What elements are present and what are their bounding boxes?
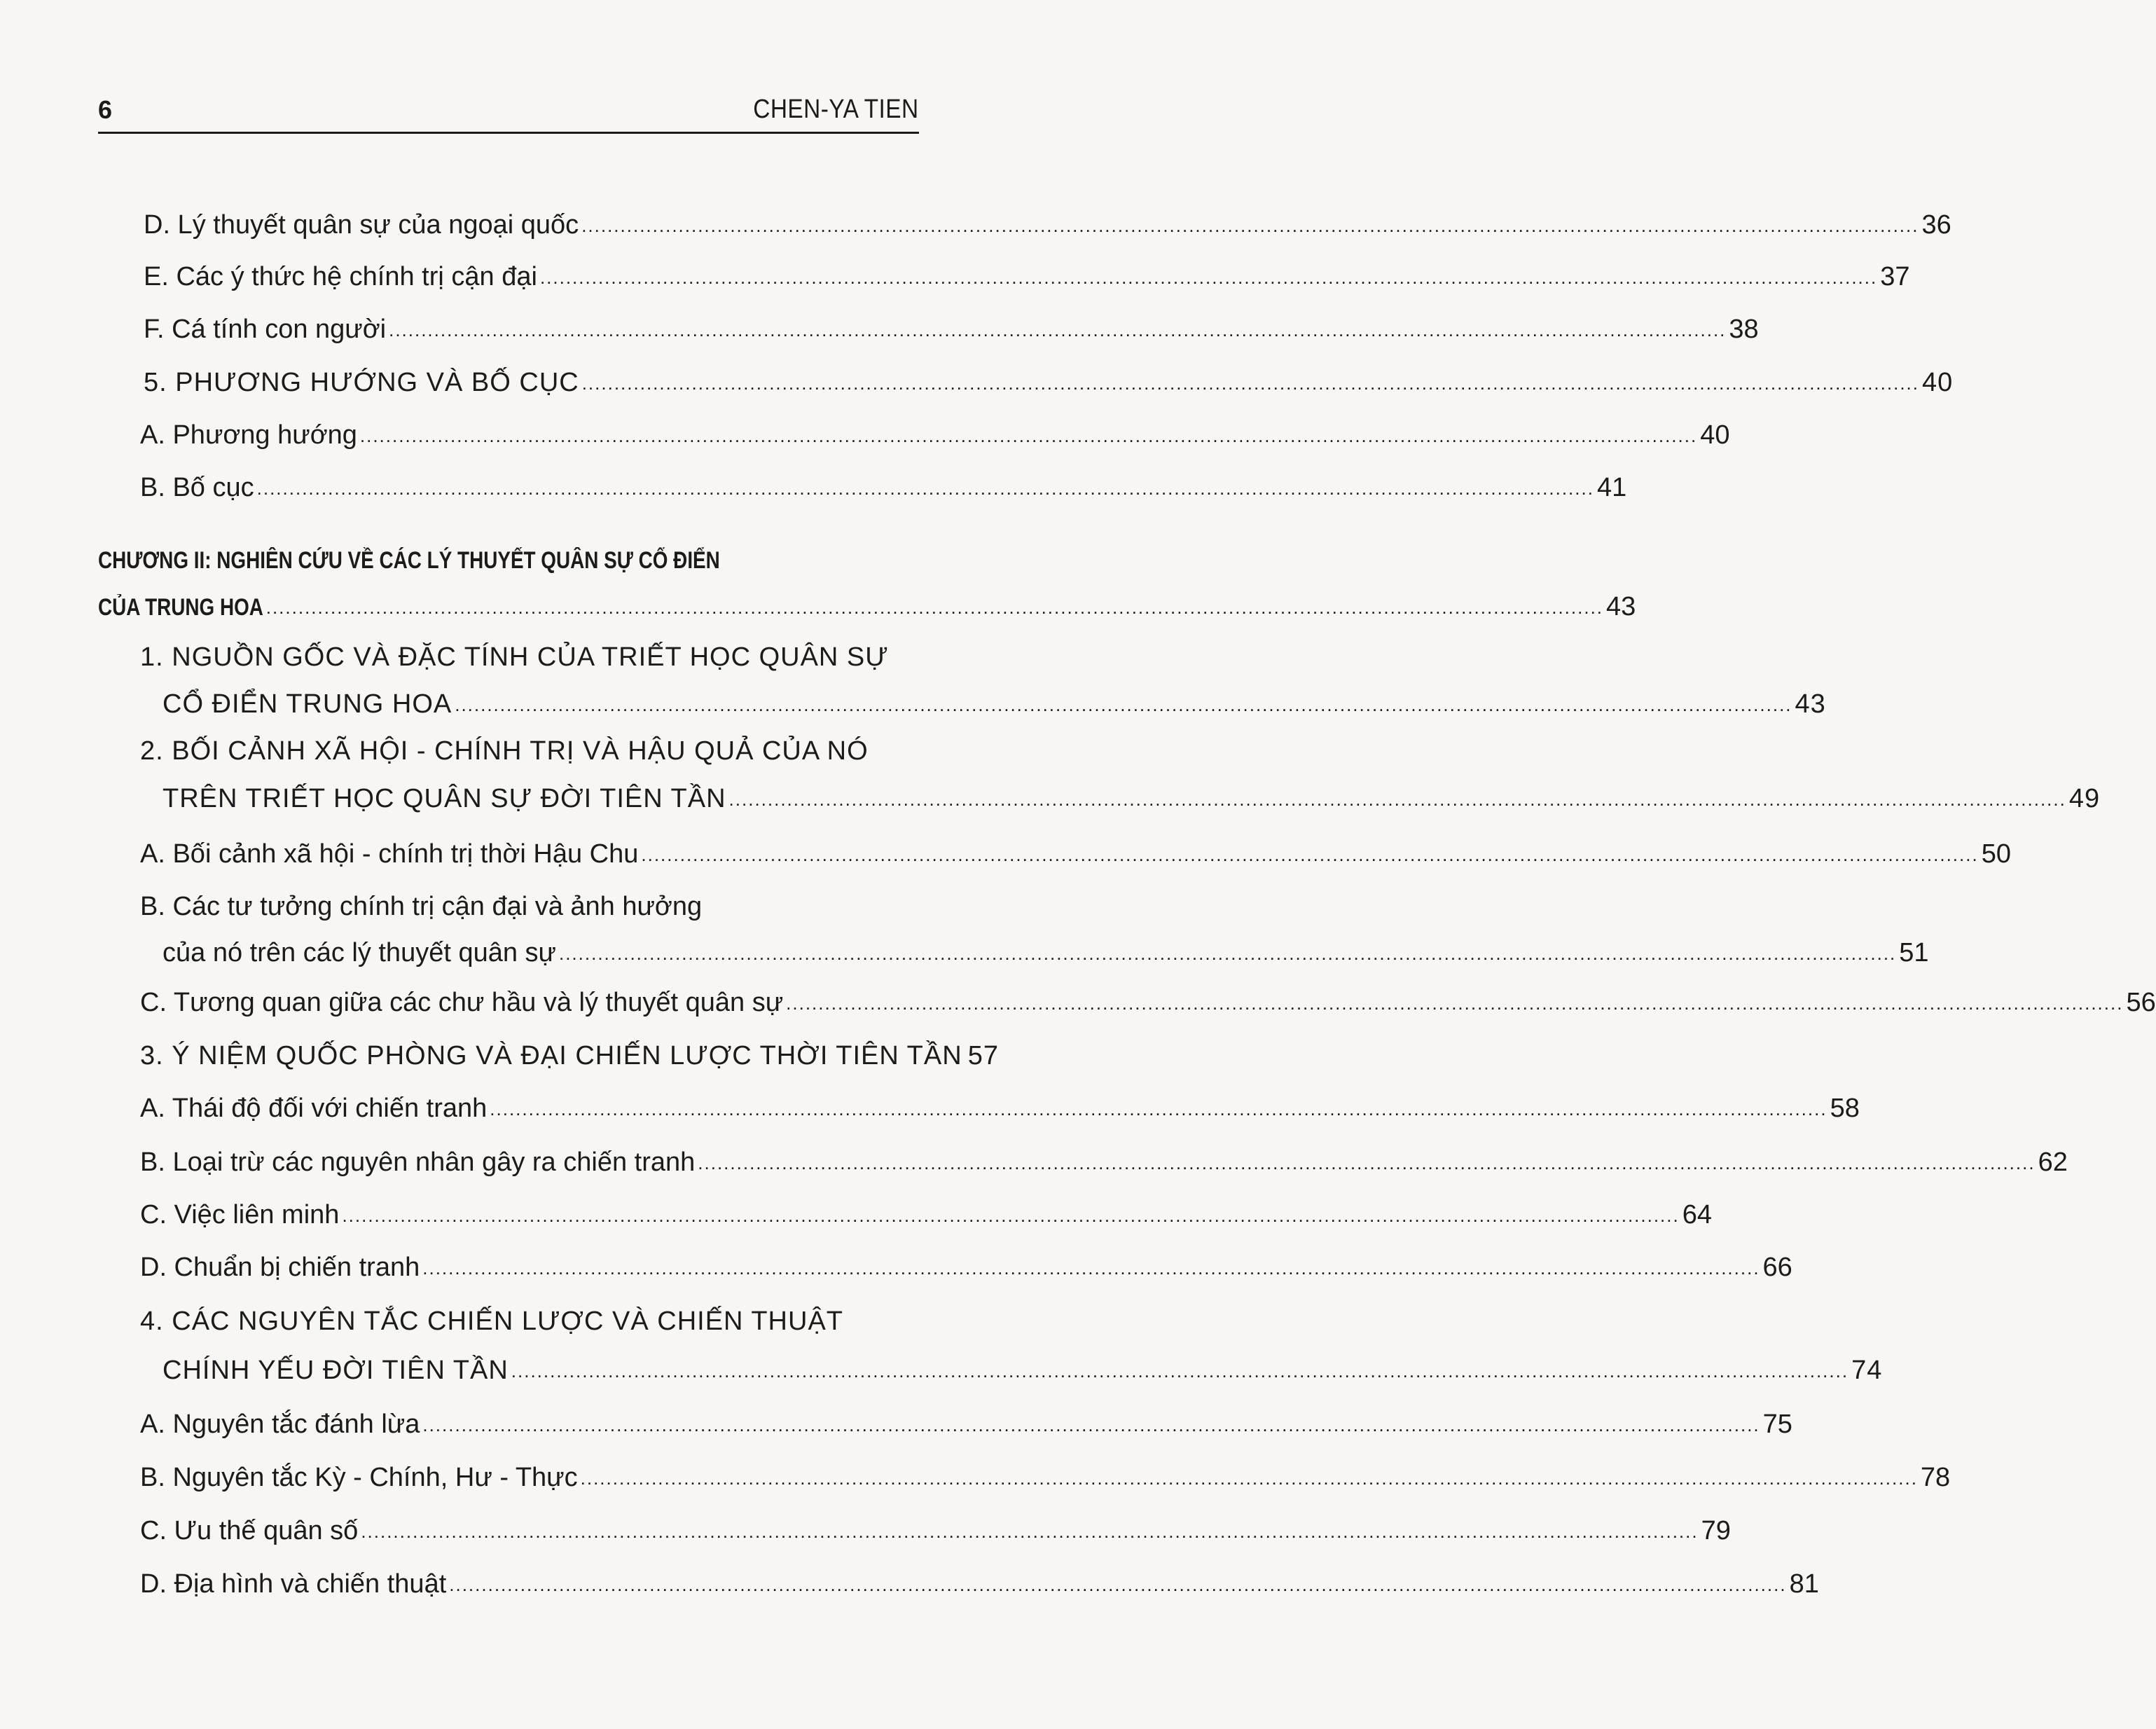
section-title-line2: TRÊN TRIẾT HỌC QUÂN SỰ ĐỜI TIÊN TẦN xyxy=(163,784,726,813)
chapter-title-line2: CỦA TRUNG HOA xyxy=(98,594,263,621)
toc-entry[interactable] xyxy=(140,986,2156,1021)
toc-entry-page: 50 xyxy=(1981,839,2011,869)
toc-entry[interactable] xyxy=(140,471,1627,506)
toc-entry-page: 57 xyxy=(967,1041,999,1070)
toc-entry-label: A. Bối cảnh xã hội - chính trị thời Hậu Chu xyxy=(140,839,639,869)
toc-entry-label: 3. Ý NIỆM QUỐC PHÒNG VÀ ĐẠI CHIẾN LƯỢC THỜI TIÊN TẦN xyxy=(140,1041,962,1070)
section-page: 43 xyxy=(1795,689,1826,719)
section-entry[interactable] xyxy=(163,688,1826,722)
toc-entry[interactable] xyxy=(140,1461,1951,1496)
toc-entry[interactable] xyxy=(163,937,1929,971)
toc-entry-label: B. Bố cục xyxy=(140,473,254,502)
toc-entry-label: F. Cá tính con người xyxy=(144,315,387,344)
toc-entry[interactable] xyxy=(140,1092,1860,1127)
toc-entry-page: 62 xyxy=(2038,1148,2068,1177)
toc-entry[interactable] xyxy=(140,1515,1731,1549)
leader-dots xyxy=(559,937,1896,970)
toc-entry-label: C. Việc liên minh xyxy=(140,1200,340,1229)
chapter-entry[interactable] xyxy=(98,591,1636,625)
leader-dots xyxy=(698,1147,2035,1179)
leader-dots xyxy=(582,367,1919,399)
leader-dots xyxy=(511,1355,1849,1387)
section-page: 74 xyxy=(1851,1356,1883,1385)
leader-dots xyxy=(581,209,1919,242)
section-page: 49 xyxy=(2068,784,2101,813)
leader-dots xyxy=(641,839,1978,871)
leader-dots xyxy=(422,1252,1760,1284)
toc-entry-label: B. Loại trừ các nguyên nhân gây ra chiến tranh xyxy=(140,1148,696,1177)
toc-entry-label: C. Tương quan giữa các chư hầu và lý thuyết quân sự xyxy=(140,988,784,1017)
leader-dots xyxy=(490,1093,1827,1125)
toc-entry-page: 36 xyxy=(1921,210,1951,240)
leader-dots xyxy=(540,261,1877,294)
leader-dots xyxy=(786,987,2123,1019)
toc-entry-label: D. Lý thuyết quân sự của ngoại quốc xyxy=(144,210,579,240)
toc-entry[interactable] xyxy=(144,313,1759,347)
toc-entry-label: A. Thái độ đối với chiến tranh xyxy=(140,1094,488,1123)
toc-entry[interactable] xyxy=(140,1199,1713,1233)
toc-entry-page: 75 xyxy=(1762,1410,1792,1439)
toc-entry-page: 81 xyxy=(1789,1569,1819,1599)
section-title: 1. NGUỒN GỐC VÀ ĐẶC TÍNH CỦA TRIẾT HỌC QUÂN SỰ xyxy=(140,642,889,672)
toc-entry-label: D. Chuẩn bị chiến tranh xyxy=(140,1253,420,1282)
toc-entry-page: 64 xyxy=(1682,1200,1713,1229)
toc-entry-page: 66 xyxy=(1762,1253,1792,1282)
toc-entry-page: 40 xyxy=(1700,420,1730,450)
toc-entry[interactable] xyxy=(140,1568,1819,1602)
toc-entry[interactable] xyxy=(140,1408,1792,1442)
toc-entry-label: A. Phương hướng xyxy=(140,420,357,450)
section-title: 4. CÁC NGUYÊN TẮC CHIẾN LƯỢC VÀ CHIẾN THUẬT xyxy=(140,1307,844,1336)
leader-dots xyxy=(729,783,2066,815)
toc-entry-label: E. Các ý thức hệ chính trị cận đại xyxy=(144,262,537,291)
toc-entry[interactable] xyxy=(140,838,2011,872)
section-entry[interactable] xyxy=(163,1354,1883,1389)
section-entry[interactable] xyxy=(163,783,2101,817)
leader-dots xyxy=(449,1569,1786,1601)
running-author: CHEN-YA TIEN xyxy=(753,95,919,124)
leader-dots xyxy=(389,314,1726,346)
toc-entry-page: 37 xyxy=(1880,262,1910,291)
toc-entry-page: 41 xyxy=(1596,473,1627,502)
section-title-line2: CỔ ĐIỂN TRUNG HOA xyxy=(163,689,452,719)
toc-entry[interactable] xyxy=(140,419,1730,453)
leader-dots xyxy=(422,1409,1760,1441)
toc-entry[interactable] xyxy=(140,1251,1792,1286)
toc-entry[interactable] xyxy=(144,366,1954,401)
chapter-page: 43 xyxy=(1606,592,1636,621)
toc-entry-label: A. Nguyên tắc đánh lừa xyxy=(140,1410,420,1439)
leader-dots xyxy=(455,689,1792,721)
toc-entry[interactable] xyxy=(140,1040,999,1074)
toc-entry-label: B. Các tư tưởng chính trị cận đại và ảnh hưởng xyxy=(140,892,703,921)
leader-dots xyxy=(581,1462,1918,1494)
toc-entry-label: D. Địa hình và chiến thuật xyxy=(140,1569,447,1599)
section-title: 2. BỐI CẢNH XÃ HỘI - CHÍNH TRỊ VÀ HẬU QUẢ CỦA NÓ xyxy=(140,736,869,766)
toc-entry-label-line2: của nó trên các lý thuyết quân sự xyxy=(163,938,556,967)
leader-dots xyxy=(360,420,1697,452)
page-number: 6 xyxy=(98,95,113,124)
leader-dots xyxy=(266,591,1603,624)
section-title-line2: CHÍNH YẾU ĐỜI TIÊN TẦN xyxy=(163,1356,509,1385)
toc-entry-label: B. Nguyên tắc Kỳ - Chính, Hư - Thực xyxy=(140,1463,578,1492)
toc-entry-label: C. Ưu thế quân số xyxy=(140,1516,359,1545)
toc-entry[interactable] xyxy=(140,1146,2068,1180)
leader-dots xyxy=(257,472,1594,504)
toc-entry-page: 56 xyxy=(2126,988,2156,1017)
toc-entry-page: 51 xyxy=(1899,938,1929,967)
toc-entry-page: 38 xyxy=(1729,315,1759,344)
toc-entry-page: 40 xyxy=(1922,368,1954,397)
toc-entry-page: 79 xyxy=(1701,1516,1731,1545)
chapter-title: CHƯƠNG II: NGHIÊN CỨU VỀ CÁC LÝ THUYẾT QUÂN SỰ CỔ ĐIỂN xyxy=(98,547,720,574)
leader-dots xyxy=(342,1199,1679,1232)
toc-entry-label: 5. PHƯƠNG HƯỚNG VÀ BỐ CỤC xyxy=(144,368,579,397)
toc-entry[interactable] xyxy=(144,261,1910,295)
toc-entry[interactable] xyxy=(144,209,1951,243)
leader-dots xyxy=(361,1515,1698,1548)
toc-entry-page: 58 xyxy=(1830,1094,1860,1123)
toc-entry-page: 78 xyxy=(1920,1463,1951,1492)
